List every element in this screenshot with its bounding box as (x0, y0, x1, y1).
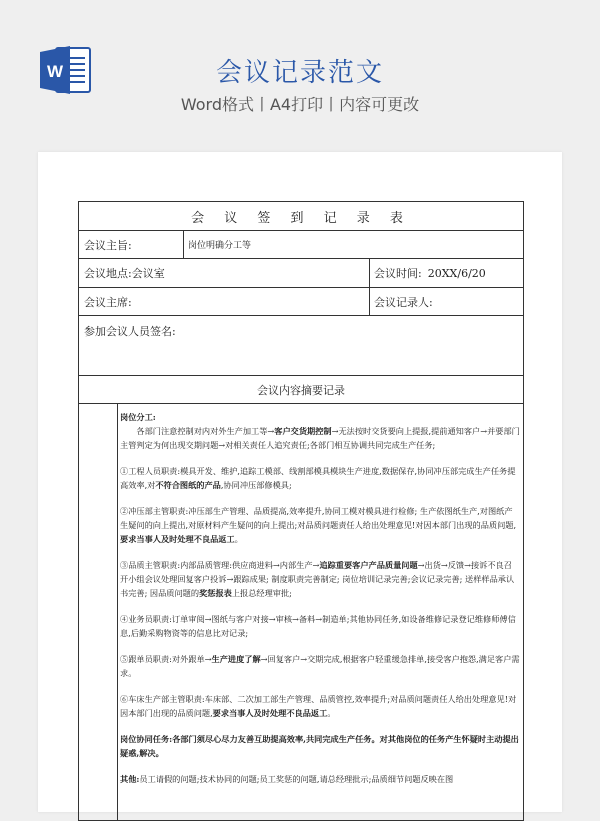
attendees-row (79, 316, 523, 376)
purpose-value[interactable]: 岗位明确分工等 (188, 241, 252, 251)
lathe-duty: ⑥车床生产部主管职责:车床部、二次加工部生产管理、品质管控,效率提升;对品质问题责任人给出处理意见!对因本部门出现的品质问题,要求当事人及时处理不良品返工。 (120, 694, 517, 718)
document-page (38, 152, 562, 812)
host-label[interactable]: 会议主席: (84, 295, 132, 309)
host-recorder-row (79, 288, 523, 316)
summary-title: 会议内容摘要记录 (257, 383, 345, 397)
page-title: 会议记录范文 (215, 58, 384, 88)
time-field[interactable] (369, 259, 523, 287)
location-label: 会议地点: (84, 267, 132, 280)
sales-duty: ④业务员职责:订单审阅→图纸与客户对接→审核→备料→制造单;其他协同任务,如设备维修记录登记维修师傅信息,后勤采购物资等的信息比对记录; (120, 614, 516, 638)
form-title-row (79, 202, 523, 231)
coordination-task: 岗位协同任务:各部门须尽心尽力友善互助提高效率,共同完成生产任务。对其他岗位的任务产生怀疑时主动提出疑惑,解决。 (120, 734, 519, 758)
division-paragraph: 各部门注意控制对内对外生产加工等→客户交货期控制→无法按时交货要向上提报,提前通知客户→并要部门主管判定为何出现交期问题→对相关责任人追究责任;各部门相互协调共同完成生产任务; (120, 426, 520, 450)
summary-text (120, 410, 520, 798)
summary-content (79, 404, 523, 820)
purpose-row (79, 231, 523, 259)
summary-title-row (79, 376, 523, 404)
form-title: 会 议 签 到 记 录 表 (191, 210, 411, 226)
other-notes: 其他:员工请假的问题;技术协同的问题;员工奖惩的问题,请总经理批示;品质细节问题反映在图 (120, 774, 454, 784)
stamping-duty: ②冲压部主管职责:冲压部生产管理、品质提高,效率提升,协同工模对模具进行检修; 生产依图纸生产,对图纸产生疑问的向上提出,对原材料产生疑问的向上提出;对品质问题责任人给出处理意见!对因本部门出现的品质问题,要求当事人及时处理不良品返工。 (120, 506, 517, 544)
page-header (0, 0, 600, 140)
svg-text:W: W (46, 62, 64, 81)
location-value: 会议室 (131, 267, 165, 280)
location-field[interactable] (79, 259, 369, 287)
purpose-label: 会议主旨: (84, 238, 132, 252)
meeting-form (78, 201, 524, 821)
follow-up-duty: ⑤跟单员职责:对外跟单→生产进度了解→回复客户→交期完成,根据客户轻重缓急排单,接受客户抱怨,满足客户需求。 (120, 654, 520, 678)
time-label: 会议时间: (374, 267, 422, 280)
division-heading: 岗位分工: (120, 412, 156, 422)
summary-left-column (79, 404, 118, 820)
location-time-row (79, 259, 523, 288)
recorder-label[interactable]: 会议记录人: (374, 295, 433, 309)
engineering-duty: ①工程人员职责:模具开发、维护,追踪工模部、线割部模具模块生产进度,数据保存,协同冲压部完成生产任务提高效率,对不符合图纸的产品,协同冲压部修模具; (120, 466, 516, 490)
page-subtitle: Word格式丨A4打印丨内容可更改 (180, 95, 420, 114)
quality-duty: ③品质主管职责:内部品质管理:供应商进料→内部生产→追踪重要客户产品质量问题→出货→反馈→接诉不良召开小组会议处理回复客户投诉→跟踪成果; 制度职责完善制定; 岗位培训记录完善;会议记录完善; 送样样品承认书完善; 因品质问题的奖惩报表上报总经理审批; (120, 560, 515, 598)
attendees-label[interactable]: 参加会议人员签名: (84, 325, 176, 338)
time-value: 20XX/6/20 (427, 266, 486, 280)
